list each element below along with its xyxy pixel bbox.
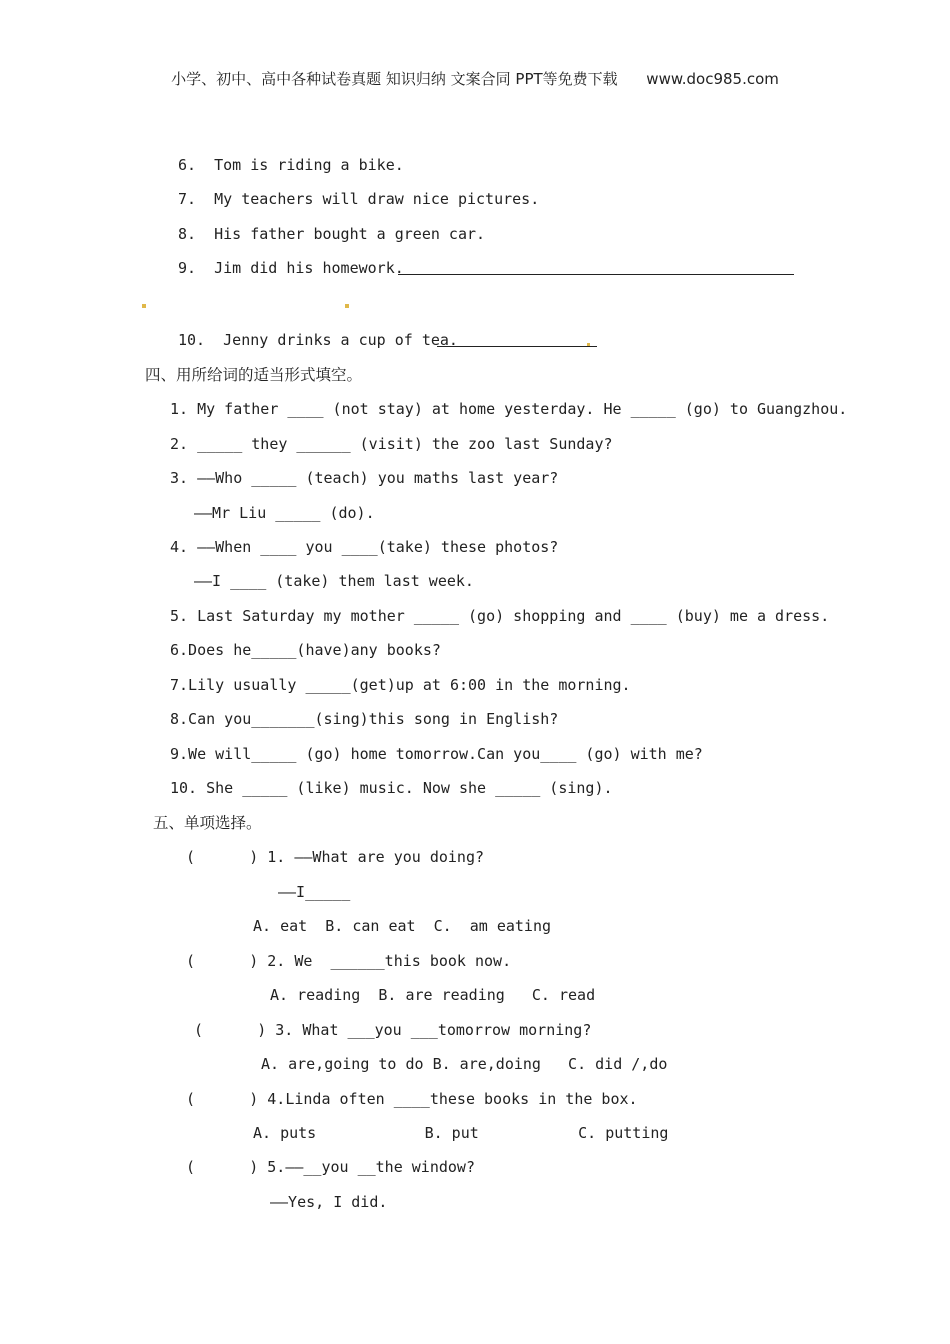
s4-item: 5. Last Saturday my mother _____ (go) shopping and ____ (buy) me a dress.: [170, 607, 830, 625]
s5-question: ( ) 1. ——What are you doing?: [186, 848, 485, 866]
s5-options: A. are,going to do B. are,doing C. did /,do: [261, 1055, 668, 1073]
s3-item-8: 8. His father bought a green car.: [178, 225, 486, 243]
s5-question: ( ) 2. We ______this book now.: [186, 952, 512, 970]
s4-item: 9.We will_____ (go) home tomorrow.Can you____ (go) with me?: [170, 745, 703, 763]
s4-item: ——I ____ (take) them last week.: [194, 572, 474, 590]
s4-item: 8.Can you_______(sing)this song in English?: [170, 710, 559, 728]
s5-question: ( ) 5.——__you __the window?: [186, 1158, 475, 1176]
s5-question: ( ) 4.Linda often ____these books in the box.: [186, 1090, 638, 1108]
s5-options: A. puts B. put C. putting: [253, 1124, 669, 1142]
header-site: www.doc985.com: [646, 70, 779, 88]
s4-item: 10. She _____ (like) music. Now she _____ (sing).: [170, 779, 613, 797]
marker-dot: [345, 304, 349, 308]
s3-item-10: 10. Jenny drinks a cup of tea.: [178, 331, 458, 349]
s3-item-6: 6. Tom is riding a bike.: [178, 156, 404, 174]
s4-item: 6.Does he_____(have)any books?: [170, 641, 441, 659]
answer-line-9: [398, 274, 794, 275]
s4-item: 1. My father ____ (not stay) at home yesterday. He _____ (go) to Guangzhou.: [170, 400, 848, 418]
s5-answer-line: ——I_____: [278, 883, 351, 901]
section5-title: 五、单项选择。: [153, 814, 262, 832]
s5-options: A. eat B. can eat C. am eating: [253, 917, 552, 935]
header-text: 小学、初中、高中各种试卷真题 知识归纳 文案合同 PPT等免费下载: [171, 70, 618, 88]
marker-dot: [587, 343, 590, 346]
answer-line-10: [437, 346, 597, 347]
s5-question: ( ) 3. What ___you ___tomorrow morning?: [194, 1021, 592, 1039]
page-header: [0, 68, 950, 89]
s4-item: 4. ——When ____ you ____(take) these photos?: [170, 538, 559, 556]
s4-item: 7.Lily usually _____(get)up at 6:00 in the morning.: [170, 676, 631, 694]
s3-item-9: 9. Jim did his homework.: [178, 259, 404, 277]
s5-options: A. reading B. are reading C. read: [270, 986, 596, 1004]
s3-item-7: 7. My teachers will draw nice pictures.: [178, 190, 540, 208]
s4-item: ——Mr Liu _____ (do).: [194, 504, 375, 522]
s5-answer-line: ——Yes, I did.: [270, 1193, 388, 1211]
marker-dot: [142, 304, 146, 308]
s4-item: 2. _____ they ______ (visit) the zoo last Sunday?: [170, 435, 613, 453]
s4-item: 3. ——Who _____ (teach) you maths last year?: [170, 469, 559, 487]
section4-title: 四、用所给词的适当形式填空。: [145, 366, 363, 384]
